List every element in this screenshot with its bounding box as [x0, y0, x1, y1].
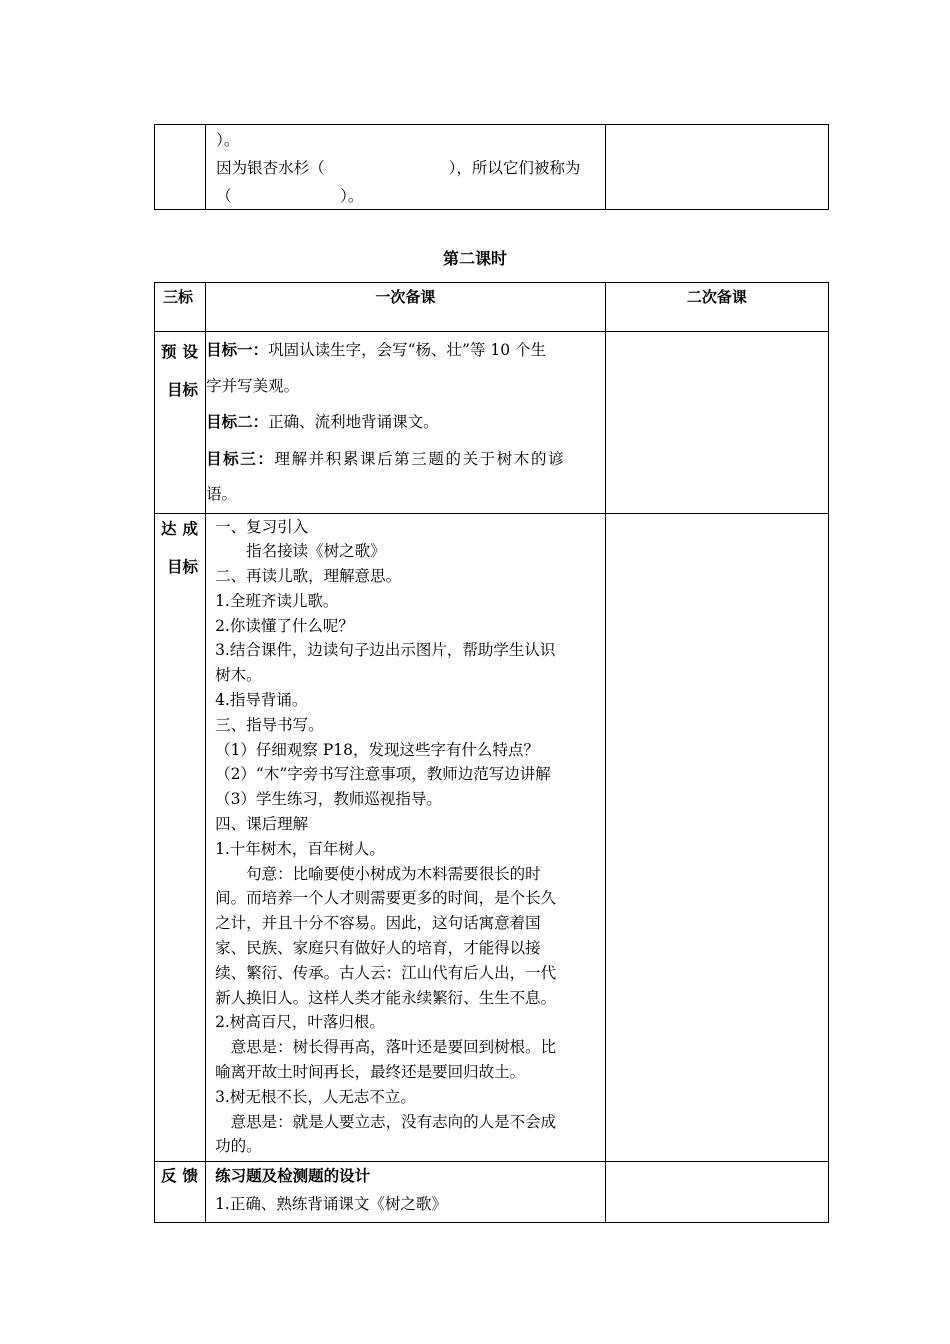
achieve-label-line1: 达成 — [161, 518, 205, 538]
preset-goals-row — [155, 332, 829, 514]
goal1-line1: 目标一：巩固认读生字，会写“杨、壮”等 10 个生 — [206, 340, 547, 359]
header-col3: 二次备课 — [605, 283, 828, 332]
feedback-row — [155, 1161, 829, 1222]
achieve-line: 喻离开故土时间再长，最终还是要回归故土。 — [215, 1063, 526, 1082]
achieve-line: 二、再读儿歌，理解意思。 — [215, 567, 402, 586]
feedback-title: 练习题及检测题的设计 — [215, 1165, 371, 1185]
achieve-line: 1.十年树木，百年树人。 — [215, 839, 385, 858]
top-table — [154, 124, 829, 210]
achieve-line: 1.全班齐读儿歌。 — [215, 591, 339, 610]
feedback-item-1: 1.正确、熟练背诵课文《树之歌》 — [215, 1194, 447, 1213]
achieve-line: 之计，并且十分不容易。因此，这句话寓意着国 — [215, 914, 541, 933]
achieve-label-line2: 目标 — [167, 556, 199, 576]
achieve-line: 四、课后理解 — [215, 815, 309, 834]
top-label-cell — [155, 125, 206, 210]
preset-content-cell — [206, 332, 606, 514]
goal2-line: 目标二：正确、流利地背诵课文。 — [206, 412, 439, 431]
top-second-prep-cell — [605, 125, 828, 210]
feedback-content-cell — [206, 1161, 606, 1222]
preset-label-cell — [155, 332, 206, 514]
achieve-line: 2.你读懂了什么呢？ — [215, 616, 354, 635]
achieve-line: （3）学生练习，教师巡视指导。 — [215, 790, 442, 809]
achieve-line: 指名接读《树之歌》 — [215, 542, 386, 561]
achieve-line: 一、复习引入 — [215, 517, 309, 536]
achieve-line: 3.结合课件，边读句子边出示图片，帮助学生认识 — [215, 641, 556, 660]
achieve-line: （2）“木”字旁书写注意事项，教师边范写边讲解 — [215, 765, 551, 784]
achieve-content-cell — [206, 513, 606, 1161]
top-line-3: （ ）。 — [216, 187, 364, 205]
achieve-line: 续、繁衍、传承。古人云：江山代有后人出，一代 — [215, 963, 557, 982]
top-line-1: ）。 — [216, 131, 240, 149]
achieve-line: 3.树无根不长，人无志不立。 — [215, 1087, 416, 1106]
preset-label-line1: 预设 — [161, 342, 205, 361]
lesson-plan-table — [154, 282, 829, 1223]
top-line-2: 因为银杏水杉（ ），所以它们被称为 — [216, 159, 581, 177]
achieve-line: 三、指导书写。 — [215, 715, 324, 734]
achieve-line: 意思是：就是人要立志，没有志向的人是不会成 — [215, 1112, 557, 1131]
top-content-cell — [206, 125, 606, 210]
achieve-label-cell — [155, 513, 206, 1161]
achieve-line: 句意：比喻要使小树成为木料需要很长的时 — [215, 864, 541, 883]
goal1-line2: 字并写美观。 — [206, 376, 300, 395]
section-title: 第二课时 — [442, 249, 507, 268]
header-col2: 一次备课 — [206, 283, 606, 332]
feedback-second-prep-cell — [605, 1161, 828, 1222]
achieve-line: 家、民族、家庭只有做好人的培育，才能得以接 — [215, 939, 541, 958]
achieve-line: 2.树高百尺，叶落归根。 — [215, 1013, 385, 1032]
preset-second-prep-cell — [605, 332, 828, 514]
achieve-line: 树木。 — [215, 666, 262, 685]
goal3-line1: 目标三：理解并积累课后第三题的关于树木的谚 — [206, 448, 566, 468]
header-col1: 三标 — [155, 283, 206, 332]
feedback-label: 反馈 — [161, 1165, 205, 1185]
goal3-line2: 语。 — [206, 485, 238, 503]
achieve-line: （1）仔细观察 P18，发现这些字有什么特点？ — [215, 740, 540, 759]
achieve-line: 功的。 — [215, 1137, 262, 1156]
achieve-line: 意思是：树长得再高，落叶还是要回到树根。比 — [215, 1038, 557, 1057]
achieve-goals-row — [155, 513, 829, 1161]
achieve-second-prep-cell — [605, 513, 828, 1161]
achieve-line: 4.指导背诵。 — [215, 691, 308, 710]
achieve-line: 新人换旧人。这样人类才能永续繁衍、生生不息。 — [215, 988, 557, 1007]
header-row — [155, 283, 829, 332]
achieve-line: 间。而培养一个人才则需要更多的时间，是个长久 — [215, 889, 557, 908]
preset-label-line2: 目标 — [167, 380, 199, 399]
feedback-label-cell — [155, 1161, 206, 1222]
